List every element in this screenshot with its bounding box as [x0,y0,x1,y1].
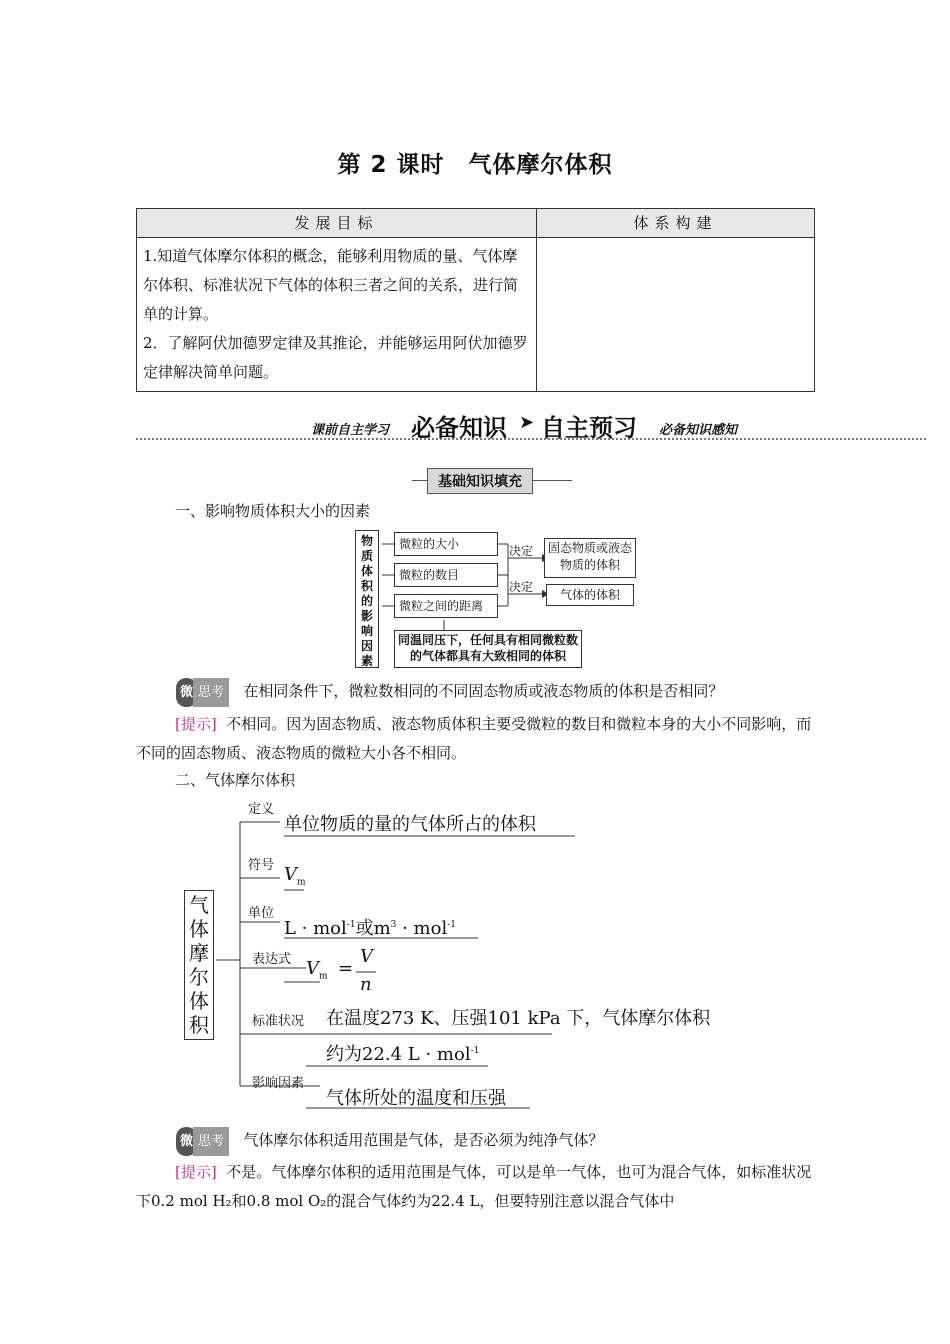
decide-label-1: 决定 [509,544,534,558]
box-particle-count: 微粒的数目 [394,563,498,587]
banner-title-left: 必备知识 [411,414,507,442]
expr-lhs-sub: m [319,971,328,982]
banner-left-label: 课前自主学习 [311,423,390,438]
think1-answer-para [136,710,816,768]
think1-question: 在相同条件下，微粒数相同的不同固态物质或液态物质的体积是否相同？ [243,682,724,700]
goal-2: 2．了解阿伏加德罗定律及其推论，并能够运用阿伏加德罗定律解决简单问题。 [143,334,528,381]
page-title: 第 2 课时 气体摩尔体积 [337,152,613,178]
unit-exp3: -1 [447,920,456,930]
unit-part2: m [373,918,391,939]
decide-label-2: 决定 [509,580,534,594]
goals-header: 发展目标 [137,209,537,238]
expr-numerator: V [360,946,373,967]
unit-part3: · mol [396,918,448,939]
unit-exp1: -1 [346,920,356,930]
goals-cell [137,238,537,392]
unit-or: 或 [355,918,374,939]
std-label: 标准状况 [252,1014,305,1029]
hint-label: [提示] [175,1163,217,1181]
think-badge [176,1126,229,1156]
hint-label: [提示] [175,715,217,733]
std-exp: -1 [470,1046,480,1056]
expr-denominator: n [360,974,372,995]
think1-question-row [176,677,856,707]
sym-V: V [284,864,297,885]
think-badge-label: 思考 [193,678,229,707]
unit-value [284,914,456,940]
think-badge-wei: 微 [176,678,197,707]
def-value: 单位物质的量的气体所占的体积 [284,814,536,835]
framework-header: 体系构建 [537,209,815,238]
section2-heading: 二、气体摩尔体积 [175,771,296,789]
box-particle-distance: 微粒之间的距离 [394,594,498,618]
molar-volume-diagram [180,796,740,1116]
unit-label: 单位 [248,906,275,921]
sym-value [284,864,306,888]
sym-label: 符号 [248,858,275,873]
note-box: 同温同压下，任何具有相同微粒数的气体都具有大致相同的体积 [394,630,582,668]
think2-question: 气体摩尔体积适用范围是气体，是否必须为纯净气体？ [243,1131,604,1149]
factors-diagram [352,530,642,670]
unit-part1: L · mol [284,918,347,939]
goal-1: 1.知道气体摩尔体积的概念，能够利用物质的量、气体摩尔体积、标准状况下气体的体积三者之间的关系，进行简单的计算。 [143,247,519,323]
factor-value: 气体所处的温度和压强 [326,1088,506,1109]
factors-label: 物质体积的影响因素 [355,530,379,668]
result-solid-liquid: 固态物质或液态物质的体积 [544,538,636,578]
std-line1: 在温度273 K、压强101 kPa 下，气体摩尔体积 [326,1008,711,1029]
factor-label: 影响因素 [252,1076,305,1091]
banner-right-label: 必备知识感知 [659,423,738,438]
think2-answer: 不是。气体摩尔体积的适用范围是气体，可以是单一气体，也可为混合气体，如标准状况下0.2 mol H₂和0.8 mol O₂的混合气体约为22.4 L，但要特别注意以混合气体中 [136,1163,812,1210]
expr-lhs [306,958,328,982]
think-badge-wei: 微 [176,1127,197,1156]
banner-divider [136,438,926,440]
molar-volume-label: 气体摩尔体积 [184,890,214,1040]
std-line2-text: 约为22.4 L · mol [326,1044,471,1065]
think2-question-row [176,1126,856,1156]
sym-sub: m [297,877,306,888]
think2-answer-para [136,1158,816,1216]
think-badge [176,677,229,707]
std-line2 [326,1040,479,1066]
section-badge: 基础知识填充 [427,468,533,494]
result-gas: 气体的体积 [546,584,634,606]
arrow-icon: ➤ [519,412,535,433]
banner-title-right: 自主预习 [541,414,637,442]
box-particle-size: 微粒的大小 [394,532,498,556]
expr-label: 表达式 [252,952,292,967]
framework-cell [537,238,815,392]
goals-table [136,208,815,392]
think1-answer: 不相同。因为固态物质、液态物质体积主要受微粒的数目和微粒本身的大小不同影响，而不同的固态物质、液态物质的微粒大小各不相同。 [136,715,812,762]
section-banner [136,408,926,448]
think-badge-label: 思考 [193,1127,229,1156]
expr-lhs-V: V [306,958,319,979]
def-label: 定义 [248,802,275,817]
unit-exp2: 3 [390,920,397,930]
section1-heading: 一、影响物质体积大小的因素 [175,502,371,520]
expr-equals: = [338,958,354,979]
